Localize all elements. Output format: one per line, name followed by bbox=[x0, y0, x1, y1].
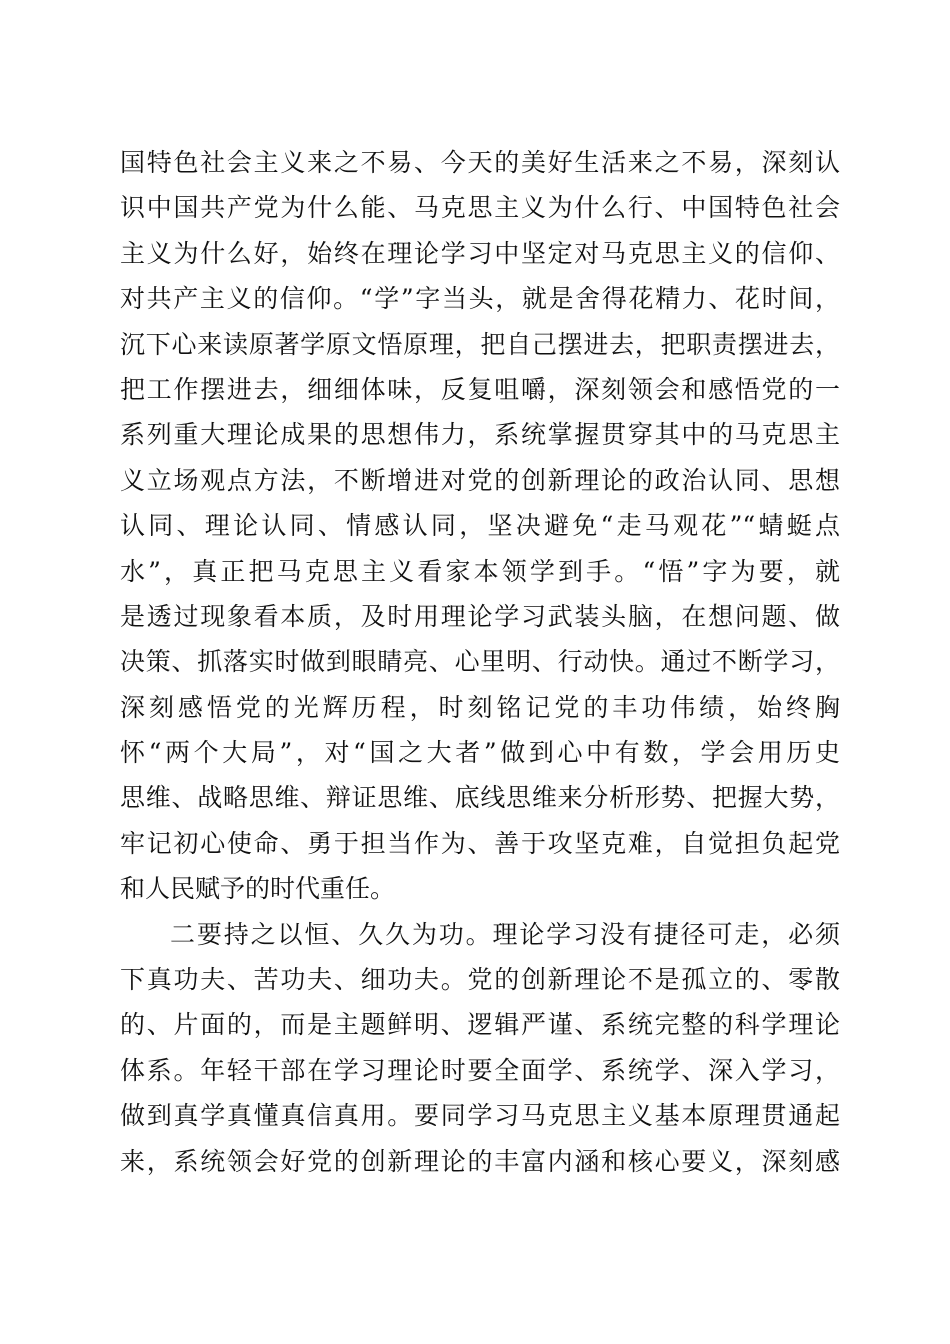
paragraph-start-line: 二要持之以恒、久久为功。理论学习没有捷径可走，必须 bbox=[170, 919, 840, 949]
text-line: 深刻感悟党的光辉历程，时刻铭记党的丰功伟绩，始终胸 bbox=[120, 692, 840, 722]
text-line: 国特色社会主义来之不易、今天的美好生活来之不易，深刻认 bbox=[120, 148, 840, 177]
text-line: 识中国共产党为什么能、马克思主义为什么行、中国特色社会 bbox=[120, 193, 840, 223]
text-line: 来，系统领会好党的创新理论的丰富内涵和核心要义，深刻感 bbox=[120, 1146, 840, 1176]
text-line: 的、片面的，而是主题鲜明、逻辑严谨、系统完整的科学理论 bbox=[120, 1010, 840, 1040]
text-line: 是透过现象看本质，及时用理论学习武装头脑，在想问题、做 bbox=[120, 601, 840, 631]
text-line: 认同、理论认同、情感认同，坚决避免“走马观花”“蜻蜓点 bbox=[120, 511, 840, 541]
text-line: 主义为什么好，始终在理论学习中坚定对马克思主义的信仰、 bbox=[120, 238, 840, 268]
paragraph-end-line: 和人民赋予的时代重任。 bbox=[120, 874, 396, 904]
text-line: 对共产主义的信仰。“学”字当头，就是舍得花精力、花时间， bbox=[120, 284, 840, 314]
text-line: 怀“两个大局”，对“国之大者”做到心中有数，学会用历史 bbox=[120, 738, 840, 768]
text-line: 沉下心来读原著学原文悟原理，把自己摆进去，把职责摆进去， bbox=[120, 329, 840, 359]
text-line: 系列重大理论成果的思想伟力，系统掌握贯穿其中的马克思主 bbox=[120, 420, 840, 450]
body-text bbox=[120, 140, 840, 1184]
text-line: 决策、抓落实时做到眼睛亮、心里明、行动快。通过不断学习， bbox=[120, 647, 840, 677]
text-line: 义立场观点方法，不断增进对党的创新理论的政治认同、思想 bbox=[120, 465, 840, 495]
text-line: 下真功夫、苦功夫、细功夫。党的创新理论不是孤立的、零散 bbox=[120, 965, 840, 995]
text-line: 思维、战略思维、辩证思维、底线思维来分析形势、把握大势， bbox=[120, 783, 840, 813]
text-line: 做到真学真懂真信真用。要同学习马克思主义基本原理贯通起 bbox=[120, 1101, 840, 1131]
text-line: 水”，真正把马克思主义看家本领学到手。“悟”字为要，就 bbox=[120, 556, 840, 586]
text-line: 体系。年轻干部在学习理论时要全面学、系统学、深入学习， bbox=[120, 1055, 840, 1085]
text-line: 牢记初心使命、勇于担当作为、善于攻坚克难，自觉担负起党 bbox=[120, 828, 840, 858]
text-line: 把工作摆进去，细细体味，反复咀嚼，深刻领会和感悟党的一 bbox=[120, 374, 840, 404]
